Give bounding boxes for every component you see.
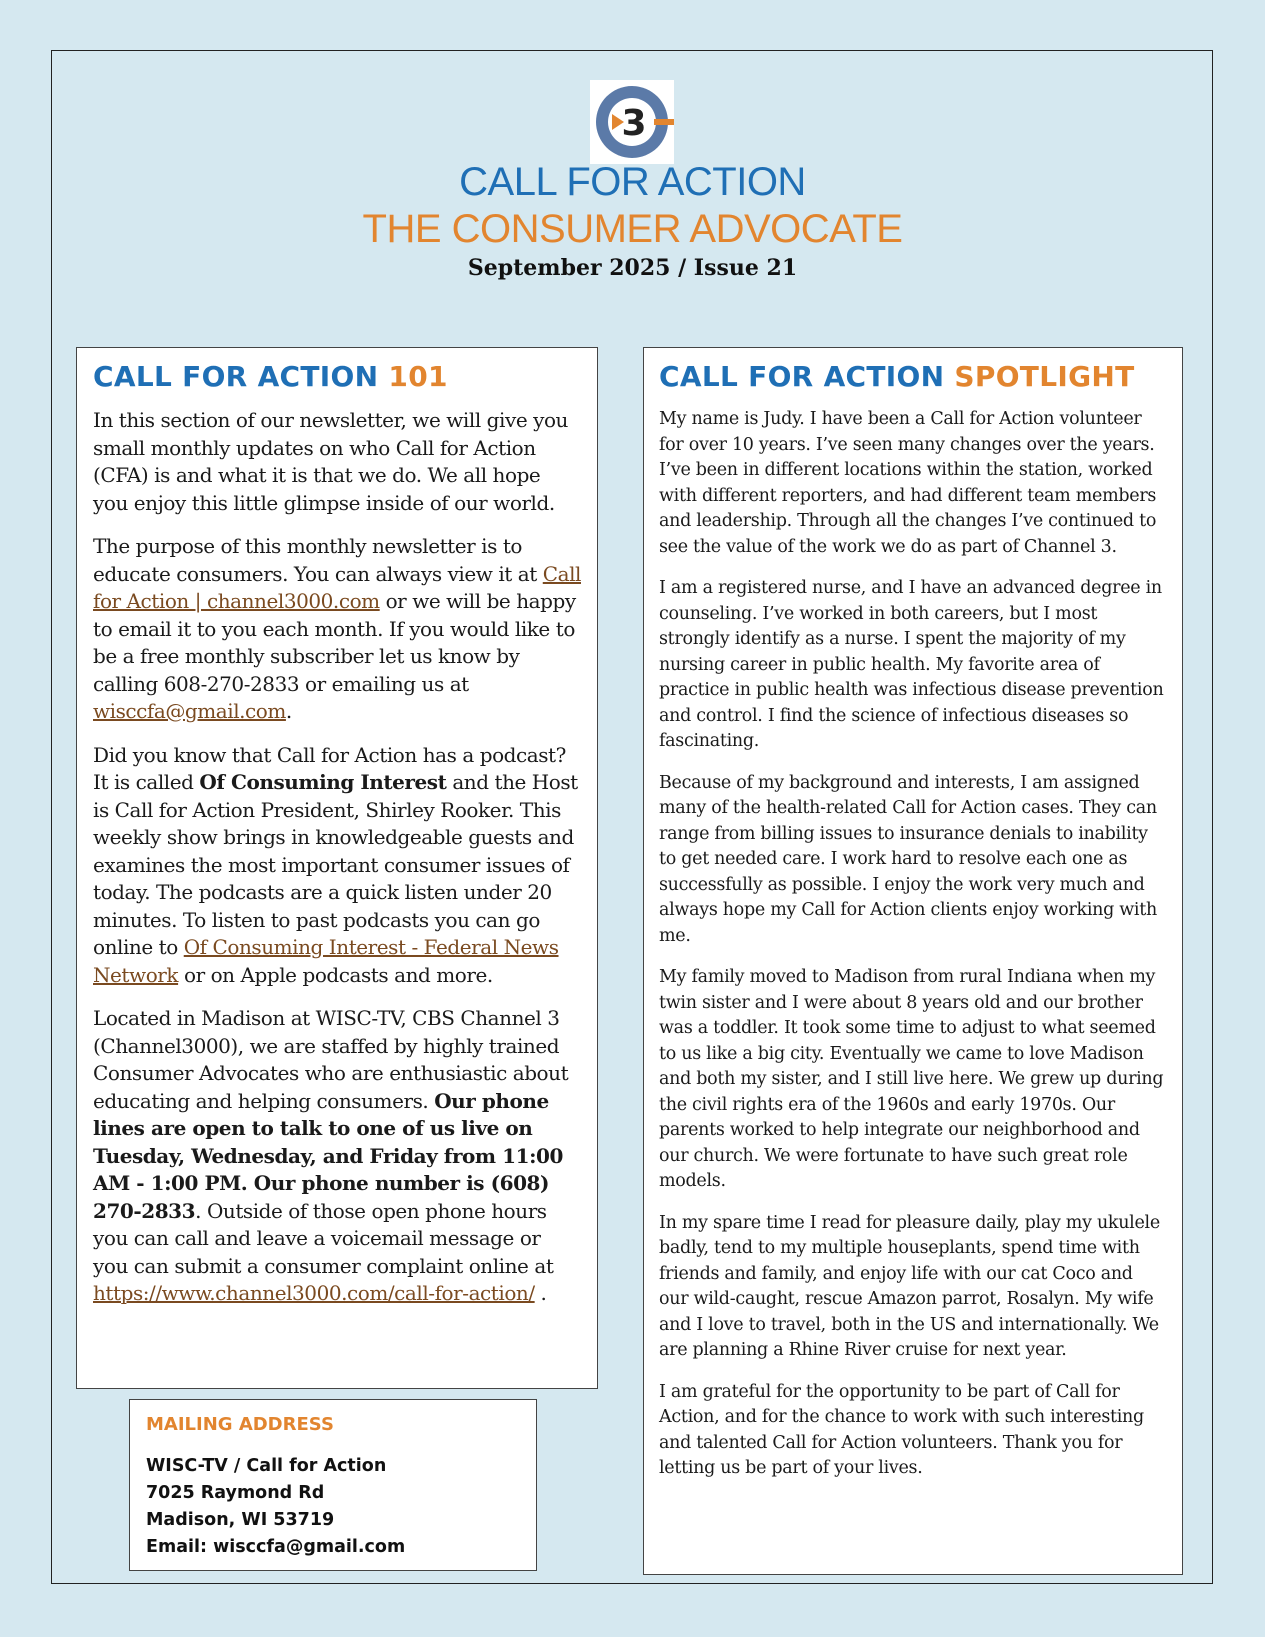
mailing-address-line: WISC-TV / Call for Action: [146, 1456, 387, 1476]
channel-3-logo-icon: [590, 80, 674, 164]
spotlight-section: [643, 347, 1183, 1575]
cfa-101-section: [76, 347, 598, 1389]
cfa-101-paragraph-newsletter: The purpose of this monthly newsletter is to educate consumers. You can always view it at Call for Action | channel3000.com or we will be happy to email it to you each month. If you would like to be a free monthly subscriber let us know by calling 608-270-2833 or emailing us at wisccfa@gmail.com.: [93, 534, 581, 723]
spotlight-paragraph: I am a registered nurse, and I have an advanced degree in counseling. I’ve worked in both careers, but I most strongly identify as a nurse. I spent the majority of my nursing career in public health. My favorite area of practice in public health was infectious disease prevention and control. I find the science of infectious diseases so fascinating.: [659, 578, 1164, 751]
complaint-form-link[interactable]: https://www.channel3000.com/call-for-action/: [93, 1281, 535, 1305]
mailing-address-email: Email: wisccfa@gmail.com: [146, 1537, 406, 1557]
cfa-101-paragraph-intro: In this section of our newsletter, we will give you small monthly updates on who Call for Action (CFA) is and what it is that we do. We all hope you enjoy this little glimpse inside of our world.: [93, 408, 568, 515]
call-for-action-logo: [590, 80, 674, 164]
spotlight-paragraph: Because of my background and interests, I am assigned many of the health-related Call for Action cases. They can range from billing issues to insurance denials to inability to get needed care. I work hard to resolve each one as successfully as possible. I enjoy the work very much and always hope my Call for Action clients enjoy working with me.: [659, 772, 1157, 946]
spotlight-paragraph: I am grateful for the opportunity to be part of Call for Action, and for the chance to work with such interesting and talented Call for Action volunteers. Thank you for letting us be part of your lives.: [659, 1381, 1144, 1478]
newsletter-title: CALL FOR ACTION: [459, 160, 806, 204]
email-link[interactable]: wisccfa@gmail.com: [93, 699, 286, 723]
svg-text:3: 3: [621, 103, 647, 144]
spotlight-paragraph: In my spare time I read for pleasure daily, play my ukulele badly, tend to my multiple houseplants, spend time with friends and family, and enjoy life with our cat Coco and our wild-caught, rescue Amazon parrot, Rosalyn. My wife and I love to travel, both in the US and internationally. We are planning a Rhine River cruise for next year.: [659, 1212, 1160, 1360]
mailing-address-line: Madison, WI 53719: [146, 1510, 335, 1530]
spotlight-heading: CALL FOR ACTION SPOTLIGHT: [659, 360, 1135, 393]
channel3000-link[interactable]: Call for Action | channel3000.com: [93, 561, 581, 613]
spotlight-paragraph: My name is Judy. I have been a Call for Action volunteer for over 10 years. I’ve seen many changes over the years. I’ve been in different locations within the station, worked with different reporters, and had different team members and leadership. Through all the changes I’ve continued to see the value of the work we do as part of Channel 3.: [659, 409, 1157, 557]
newsletter-subtitle: THE CONSUMER ADVOCATE: [362, 207, 903, 251]
mailing-address-box: [129, 1399, 537, 1571]
issue-date: September 2025 / Issue 21: [467, 255, 798, 281]
cfa-101-paragraph-podcast: Did you know that Call for Action has a podcast? It is called Of Consuming Interest and the Host is Call for Action President, Shirley Rooker. This weekly show brings in knowledgeable guests and examines the most important consumer issues of today. The podcasts are a quick listen under 20 minutes. To listen to past podcasts you can go online to Of Consuming Interest - Federal News Network or on Apple podcasts and more.: [93, 742, 578, 987]
mailing-address-line: 7025 Raymond Rd: [146, 1483, 325, 1503]
podcast-link[interactable]: Of Consuming Interest - Federal News Network: [93, 935, 559, 987]
cfa-101-paragraph-contact: Located in Madison at WISC-TV, CBS Channel 3 (Channel3000), we are staffed by highly trained Consumer Advocates who are enthusiastic about educating and helping consumers. Our phone lines are open to talk to one of us live on Tuesday, Wednesday, and Friday from 11:00 AM - 1:00 PM. Our phone number is (608) 270-2833. Outside of those open phone hours you can call and leave a voicemail message or you can submit a consumer complaint online at https://www.channel3000.com/call-for-action/ .: [93, 1006, 569, 1305]
mailing-address-heading: MAILING ADDRESS: [146, 1414, 334, 1435]
spotlight-paragraph: My family moved to Madison from rural Indiana when my twin sister and I were about 8 years old and our brother was a toddler. It took some time to adjust to what seemed to us like a big city. Eventually we came to love Madison and both my sister, and I still live here. We grew up during the civil rights era of the 1960s and early 1970s. Our parents worked to help integrate our neighborhood and our church. We were fortunate to have such great role models.: [659, 967, 1164, 1191]
cfa-101-heading: CALL FOR ACTION 101: [93, 360, 448, 393]
